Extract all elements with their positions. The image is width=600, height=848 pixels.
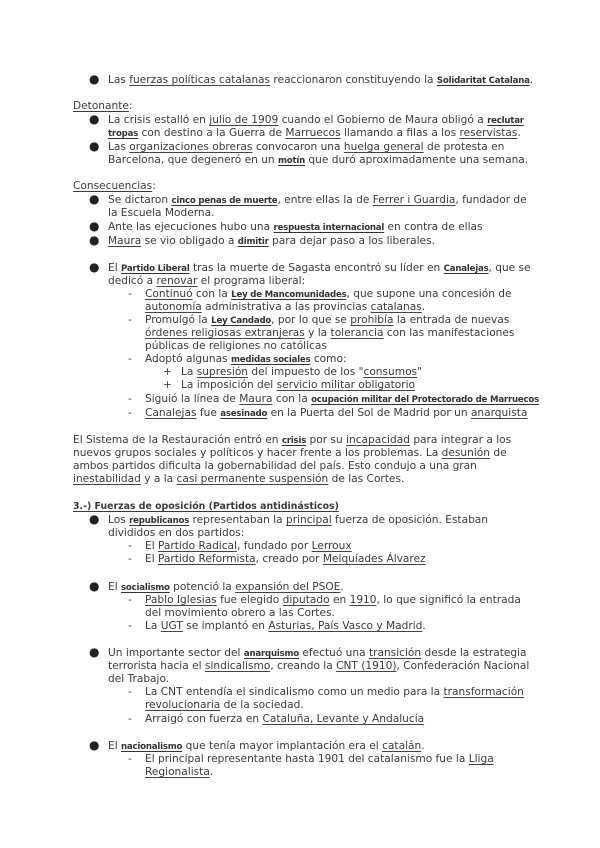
text-line: Arraigó con fuerza en Cataluña, Levante y Andalucía [145,713,425,725]
text-line: Las fuerzas políticas catalanas reaccionaron constituyendo la Solidaritat Catalana. [108,74,534,86]
dash-marker: - [128,553,132,565]
dash-marker: - [128,620,132,632]
section-heading-oposicion: 3.-) Fuerzas de oposición (Partidos antidinásticos) [73,501,339,512]
text-line: El socialismo potenció la expansión del PSOE. [108,581,344,593]
text-line: terrorista hacia el sindicalismo, creando la CNT (1910), Confederación Nacional [108,660,530,672]
dash-marker: - [128,686,132,698]
text-line: Promulgó la Ley Candado, por lo que se prohibía la entrada de nuevas [145,314,510,326]
dash-marker: - [128,314,132,326]
bullet-marker: ● [89,219,100,233]
text-line: la Escuela Moderna. [108,207,215,219]
text-line: Regionalista. [145,766,214,778]
text-line: Un importante sector del anarquismo efectuó una transición desde la estrategia [108,647,527,659]
text-line: El Partido Radical, fundado por Lerroux [145,540,352,552]
dash-marker: - [128,393,132,405]
text-line: Pablo Iglesias fue elegido diputado en 1910, lo que significó la entrada [145,594,521,606]
dash-marker: - [128,353,132,365]
text-line: Barcelona, que degeneró en un motín que duró aproximadamente una semana. [108,154,529,166]
text-line: Adoptó algunas medidas sociales como: [145,353,347,365]
section-heading-detonante: Detonante: [73,100,133,112]
text-line: La imposición del servicio militar obligatorio [181,379,416,391]
text-line: Maura se vio obligado a dimitir para dejar paso a los liberales. [108,235,435,247]
text-line: Las organizaciones obreras convocaron una huelga general de protesta en [108,141,505,153]
plus-marker: + [163,366,172,378]
text-line: Continuó con la Ley de Mancomunidades, que supone una concesión de [145,288,512,300]
text-line: ambos partidos dificulta la gobernabilidad del país. Esto condujo a una gran [73,460,477,472]
dash-marker: - [128,540,132,552]
text-line: El Partido Reformista, creado por Melquíades Álvarez [145,553,426,565]
text-line: La CNT entendía el sindicalismo como un medio para la transformación [145,686,524,698]
text-line: Se dictaron cinco penas de muerte, entre ellas la de Ferrer i Guardia, fundador de [108,194,527,206]
section-heading-consecuencias: Consecuencias: [73,180,156,192]
text-line: El Sistema de la Restauración entró en crisis por su incapacidad para integrar a los [73,434,512,446]
bullet-marker: ● [89,72,100,86]
bullet-marker: ● [89,139,100,153]
dash-marker: - [128,407,132,419]
dash-marker: - [128,753,132,765]
text-line: El nacionalismo que tenía mayor implantación era el catalán. [108,740,425,752]
text-line: del movimiento obrero a las Cortes. [145,607,335,619]
plus-marker: + [163,379,172,391]
text-line: Ante las ejecuciones hubo una respuesta internacional en contra de ellas [108,221,483,233]
text-line: La UGT se implantó en Asturias, País Vasco y Madrid. [145,620,426,632]
text-line: nuevos grupos sociales y políticos y hacer frente a los problemas. La desunión de [73,447,507,459]
text-line: Los republicanos representaban la principal fuerza de oposición. Estaban [108,514,489,526]
text-line: inestabilidad y a la casi permanente suspensión de las Cortes. [73,473,405,485]
bullet-marker: ● [89,738,100,752]
text-line: revolucionaria de la sociedad. [145,699,304,711]
text-line: El Partido Liberal tras la muerte de Sagasta encontró su líder en Canalejas, que se [108,262,531,274]
dash-marker: - [128,594,132,606]
bullet-marker: ● [89,112,100,126]
text-line: públicas de religiones no católicas [145,340,327,352]
text-line: Canalejas fue asesinado en la Puerta del Sol de Madrid por un anarquista [145,407,528,419]
bullet-marker: ● [89,579,100,593]
bullet-marker: ● [89,512,100,526]
text-line: Siguió la línea de Maura con la ocupación militar del Protectorado de Marruecos [145,393,540,405]
bullet-marker: ● [89,233,100,247]
text-line: órdenes religiosas extranjeras y la tolerancia con las manifestaciones [145,327,515,339]
dash-marker: - [128,713,132,725]
text-line: tropas con destino a la Guerra de Marruecos llamando a filas a los reservistas. [108,127,521,139]
bullet-marker: ● [89,192,100,206]
text-line: del Trabajo. [108,673,170,685]
text-line: autonomía administrativa a las provincias catalanas. [145,301,426,313]
bullet-marker: ● [89,645,100,659]
text-line: El principal representante hasta 1901 del catalanismo fue la Lliga [145,753,494,765]
text-line: dedicó a renovar el programa liberal: [108,275,306,287]
text-line: divididos en dos partidos: [108,527,245,539]
text-line: La crisis estalló en julio de 1909 cuando el Gobierno de Maura obligó a reclutar [108,114,524,126]
bullet-marker: ● [89,260,100,274]
dash-marker: - [128,288,132,300]
text-line: La supresión del impuesto de los "consumos" [181,366,422,378]
